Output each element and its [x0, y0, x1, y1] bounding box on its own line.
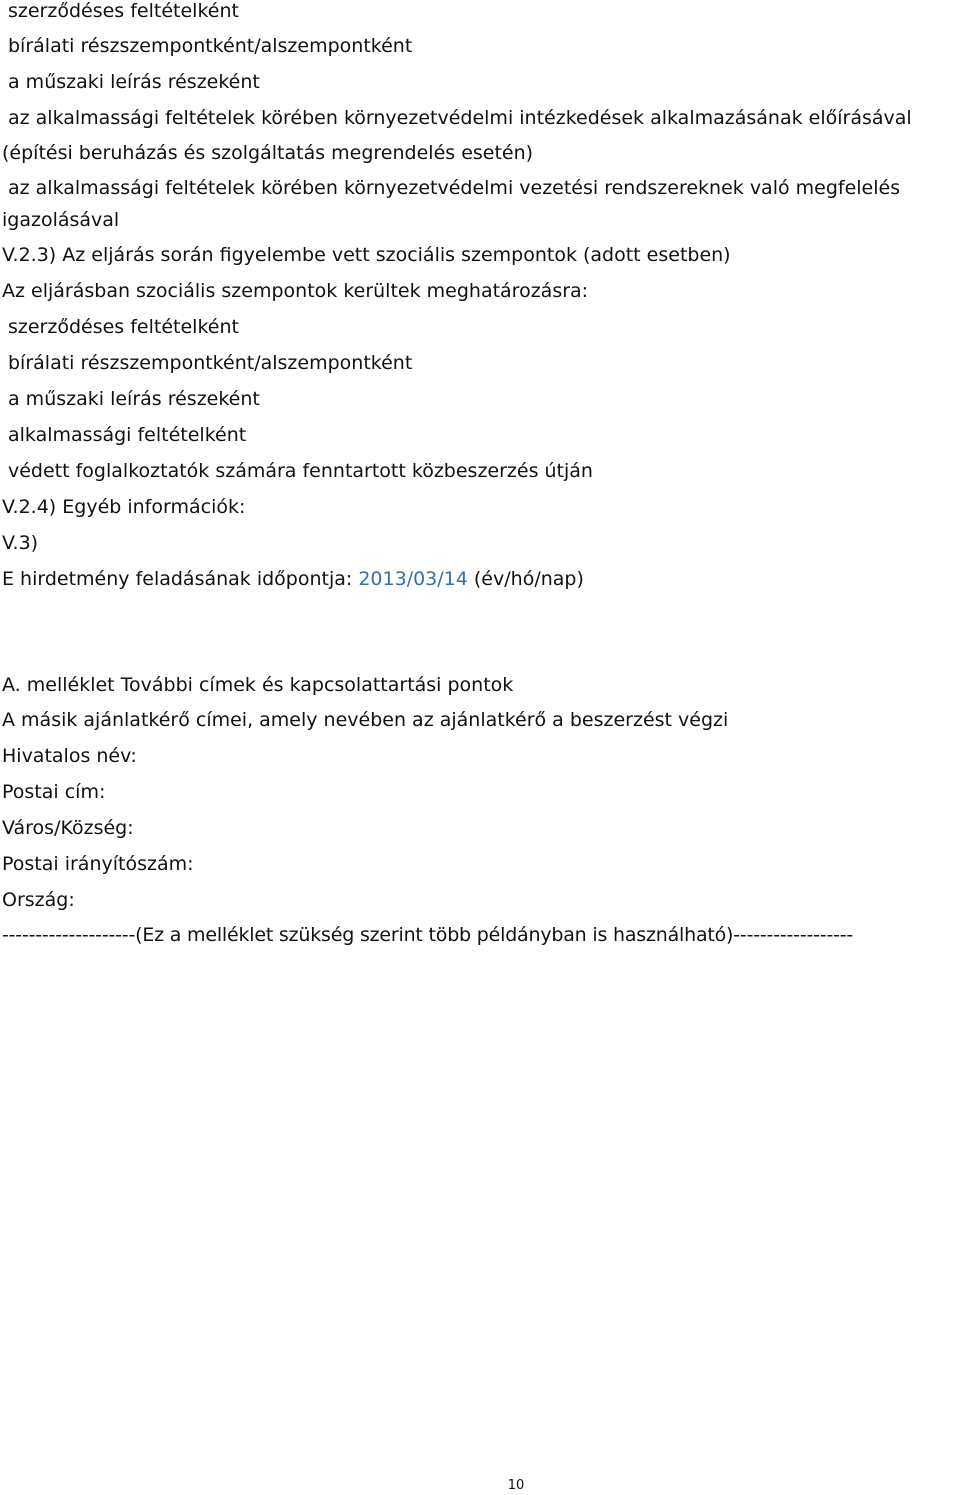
annex-postal-code-label: Postai irányítószám:	[2, 853, 194, 875]
annex-separator: --------------------(Ez a melléklet szükség szerint több példányban is használható)------------------	[2, 924, 854, 946]
option-technical-spec: a műszaki leírás részeként	[8, 71, 260, 93]
social-option-suitability: alkalmassági feltételként	[8, 424, 247, 446]
annex-postal-address-label: Postai cím:	[2, 781, 106, 803]
option-env-measures-line1: az alkalmassági feltételek körében környezetvédelmi intézkedések alkalmazásának előírásával	[8, 107, 912, 129]
annex-a-title: A. melléklet További címek és kapcsolattartási pontok	[2, 674, 514, 696]
dispatch-date-label: E hirdetmény feladásának időpontja:	[2, 568, 359, 590]
section-v24-heading: V.2.4) Egyéb információk:	[2, 496, 246, 518]
section-v23-intro: Az eljárásban szociális szempontok kerültek meghatározásra:	[2, 280, 589, 302]
section-v23-heading: V.2.3) Az eljárás során figyelembe vett szociális szempontok (adott esetben)	[2, 244, 731, 266]
social-option-technical: a műszaki leírás részeként	[8, 388, 260, 410]
social-option-protected: védett foglalkoztatók számára fenntartott közbeszerzés útján	[8, 460, 593, 482]
dispatch-date-line	[2, 566, 584, 592]
annex-country-label: Ország:	[2, 889, 75, 911]
option-evaluation-criterion: bírálati részszempontként/alszempontként	[8, 35, 413, 57]
annex-a-subtitle: A másik ajánlatkérő címei, amely nevében az ajánlatkérő a beszerzést végzi	[2, 709, 729, 731]
social-option-contract: szerződéses feltételként	[8, 316, 239, 338]
option-env-mgmt-line2: igazolásával	[2, 209, 120, 231]
option-contract-condition: szerződéses feltételként	[8, 0, 239, 22]
option-env-measures-line2: (építési beruházás és szolgáltatás megrendelés esetén)	[2, 142, 534, 164]
page-number: 10	[507, 1478, 525, 1493]
annex-city-label: Város/Község:	[2, 817, 134, 839]
option-env-mgmt-line1: az alkalmassági feltételek körében környezetvédelmi vezetési rendszereknek való megfelelés	[8, 177, 901, 199]
dispatch-date-format: (év/hó/nap)	[467, 568, 584, 590]
social-option-criterion: bírálati részszempontként/alszempontként	[8, 352, 413, 374]
section-v3-heading: V.3)	[2, 532, 39, 554]
dispatch-date-value: 2013/03/14	[358, 568, 468, 590]
annex-official-name-label: Hivatalos név:	[2, 745, 137, 767]
